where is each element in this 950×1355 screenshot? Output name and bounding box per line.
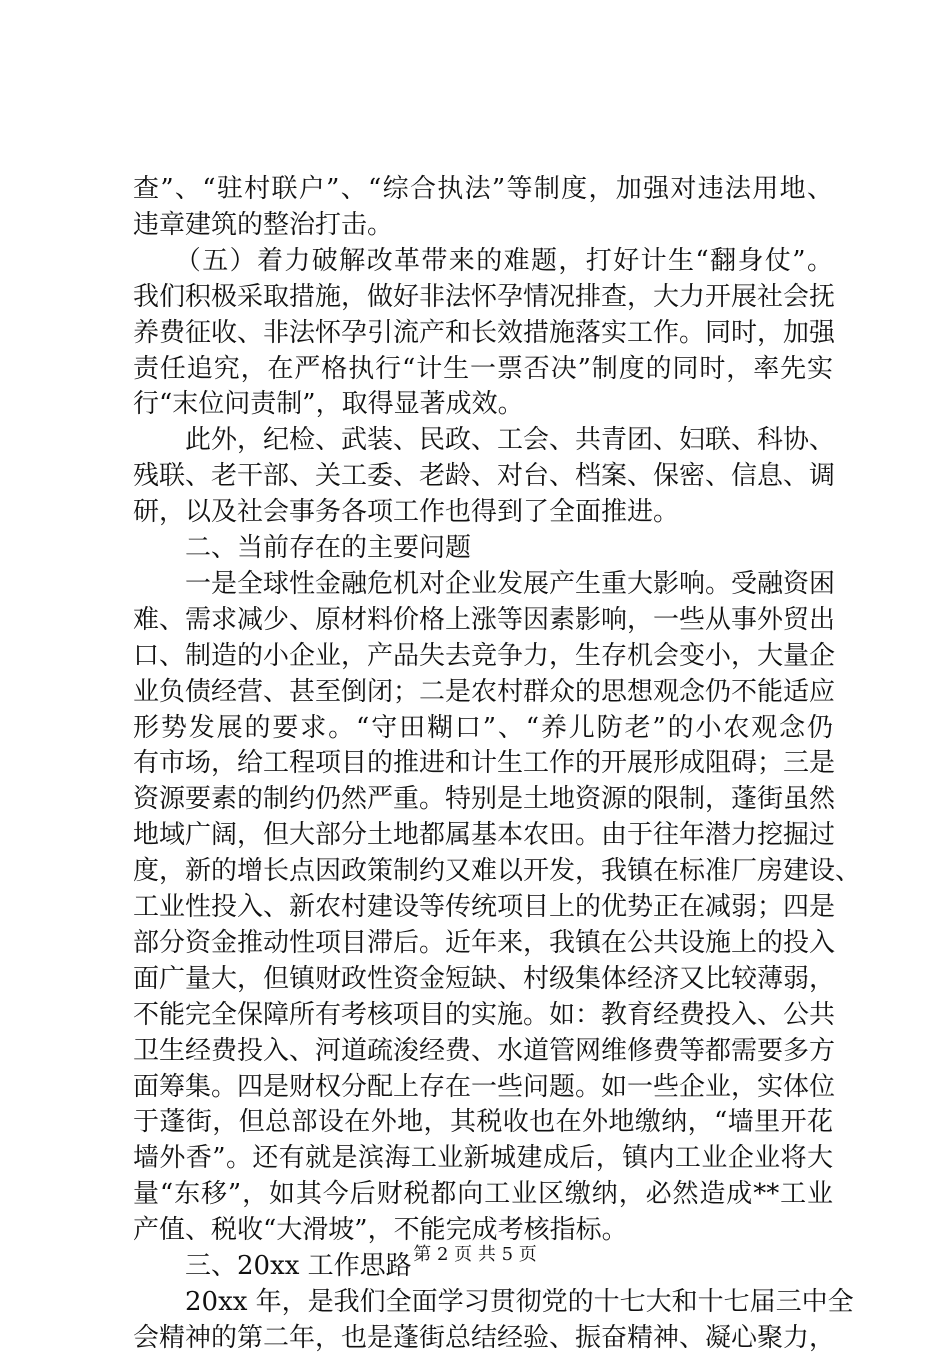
text-line: 形势发展的要求。“守田糊口”、“养儿防老”的小农观念仍 [133,712,833,743]
text-line: 面广量大，但镇财政性资金短缺、村级集体经济又比较薄弱， [133,963,836,994]
text-line: 业负债经营、甚至倒闭；二是农村群众的思想观念仍不能适应 [133,676,836,707]
text-line: 工业性投入、新农村建设等传统项目上的优势正在减弱；四是 [133,892,836,922]
text-line: 违章建筑的整治打击。 [133,209,394,240]
text-line: 难、需求减少、原材料价格上涨等因素影响，一些从事外贸出 [133,604,836,635]
text-line: 部分资金推动性项目滞后。近年来，我镇在公共设施上的投入 [133,927,836,958]
text-line: 口、制造的小企业，产品失去竞争力，生存机会变小，大量企 [133,640,836,671]
text-line: 残联、老干部、关工委、老龄、对台、档案、保密、信息、调 [133,461,836,492]
text-line: 不能完全保障所有考核项目的实施。如：教育经费投入、公共 [133,999,836,1030]
text-line: 此外，纪检、武装、民政、工会、共青团、妇联、科协、 [133,425,836,456]
text-line: 一是全球性金融危机对企业发展产生重大影响。受融资困 [133,568,836,599]
text-line: 面筹集。四是财权分配上存在一些问题。如一些企业，实体位 [133,1071,836,1102]
text-line: 会精神的第二年，也是蓬街总结经验、振奋精神、凝心聚力， [133,1322,836,1353]
text-line: 养费征收、非法怀孕引流产和长效措施落实工作。同时，加强 [133,317,836,348]
text-line: 我们积极采取措施，做好非法怀孕情况排查，大力开展社会抚 [133,281,836,312]
page-footer: 第 2 页 共 5 页 [413,1244,537,1265]
text-line: 行“末位问责制”，取得显著成效。 [133,389,524,420]
text-line: 地域广阔，但大部分土地都属基本农田。由于往年潜力挖掘过 [133,820,836,851]
text-line: （五）着力破解改革带来的难题，打好计生“翻身仗”。 [133,245,833,276]
text-line: 度，新的增长点因政策制约又难以开发，我镇在标准厂房建设、 [133,856,862,887]
text-line: 三、20xx 工作思路 [133,1251,412,1281]
text-line: 20xx 年，是我们全面学习贯彻党的十七大和十七届三中全 [133,1286,854,1317]
text-line: 有市场，给工程项目的推进和计生工作的开展形成阻碍；三是 [133,748,836,779]
text-line: 责任追究，在严格执行“计生一票否决”制度的同时，率先实 [133,353,833,384]
text-line: 产值、税收“大滑坡”，不能完成考核指标。 [133,1215,628,1246]
text-line: 量“东移”，如其今后财税都向工业区缴纳，必然造成**工业 [133,1179,833,1210]
text-line: 于蓬街，但总部设在外地，其税收也在外地缴纳，“墙里开花 [133,1107,833,1138]
text-line: 查”、“驻村联户”、“综合执法”等制度，加强对违法用地、 [133,174,833,204]
text-line: 资源要素的制约仍然严重。特别是土地资源的限制，蓬街虽然 [133,784,836,815]
text-line: 卫生经费投入、河道疏浚经费、水道管网维修费等都需要多方 [133,1035,836,1066]
text-line: 研，以及社会事务各项工作也得到了全面推进。 [133,497,680,528]
text-line: 二、当前存在的主要问题 [133,533,472,563]
text-line: 墙外香”。还有就是滨海工业新城建成后，镇内工业企业将大 [133,1143,833,1174]
